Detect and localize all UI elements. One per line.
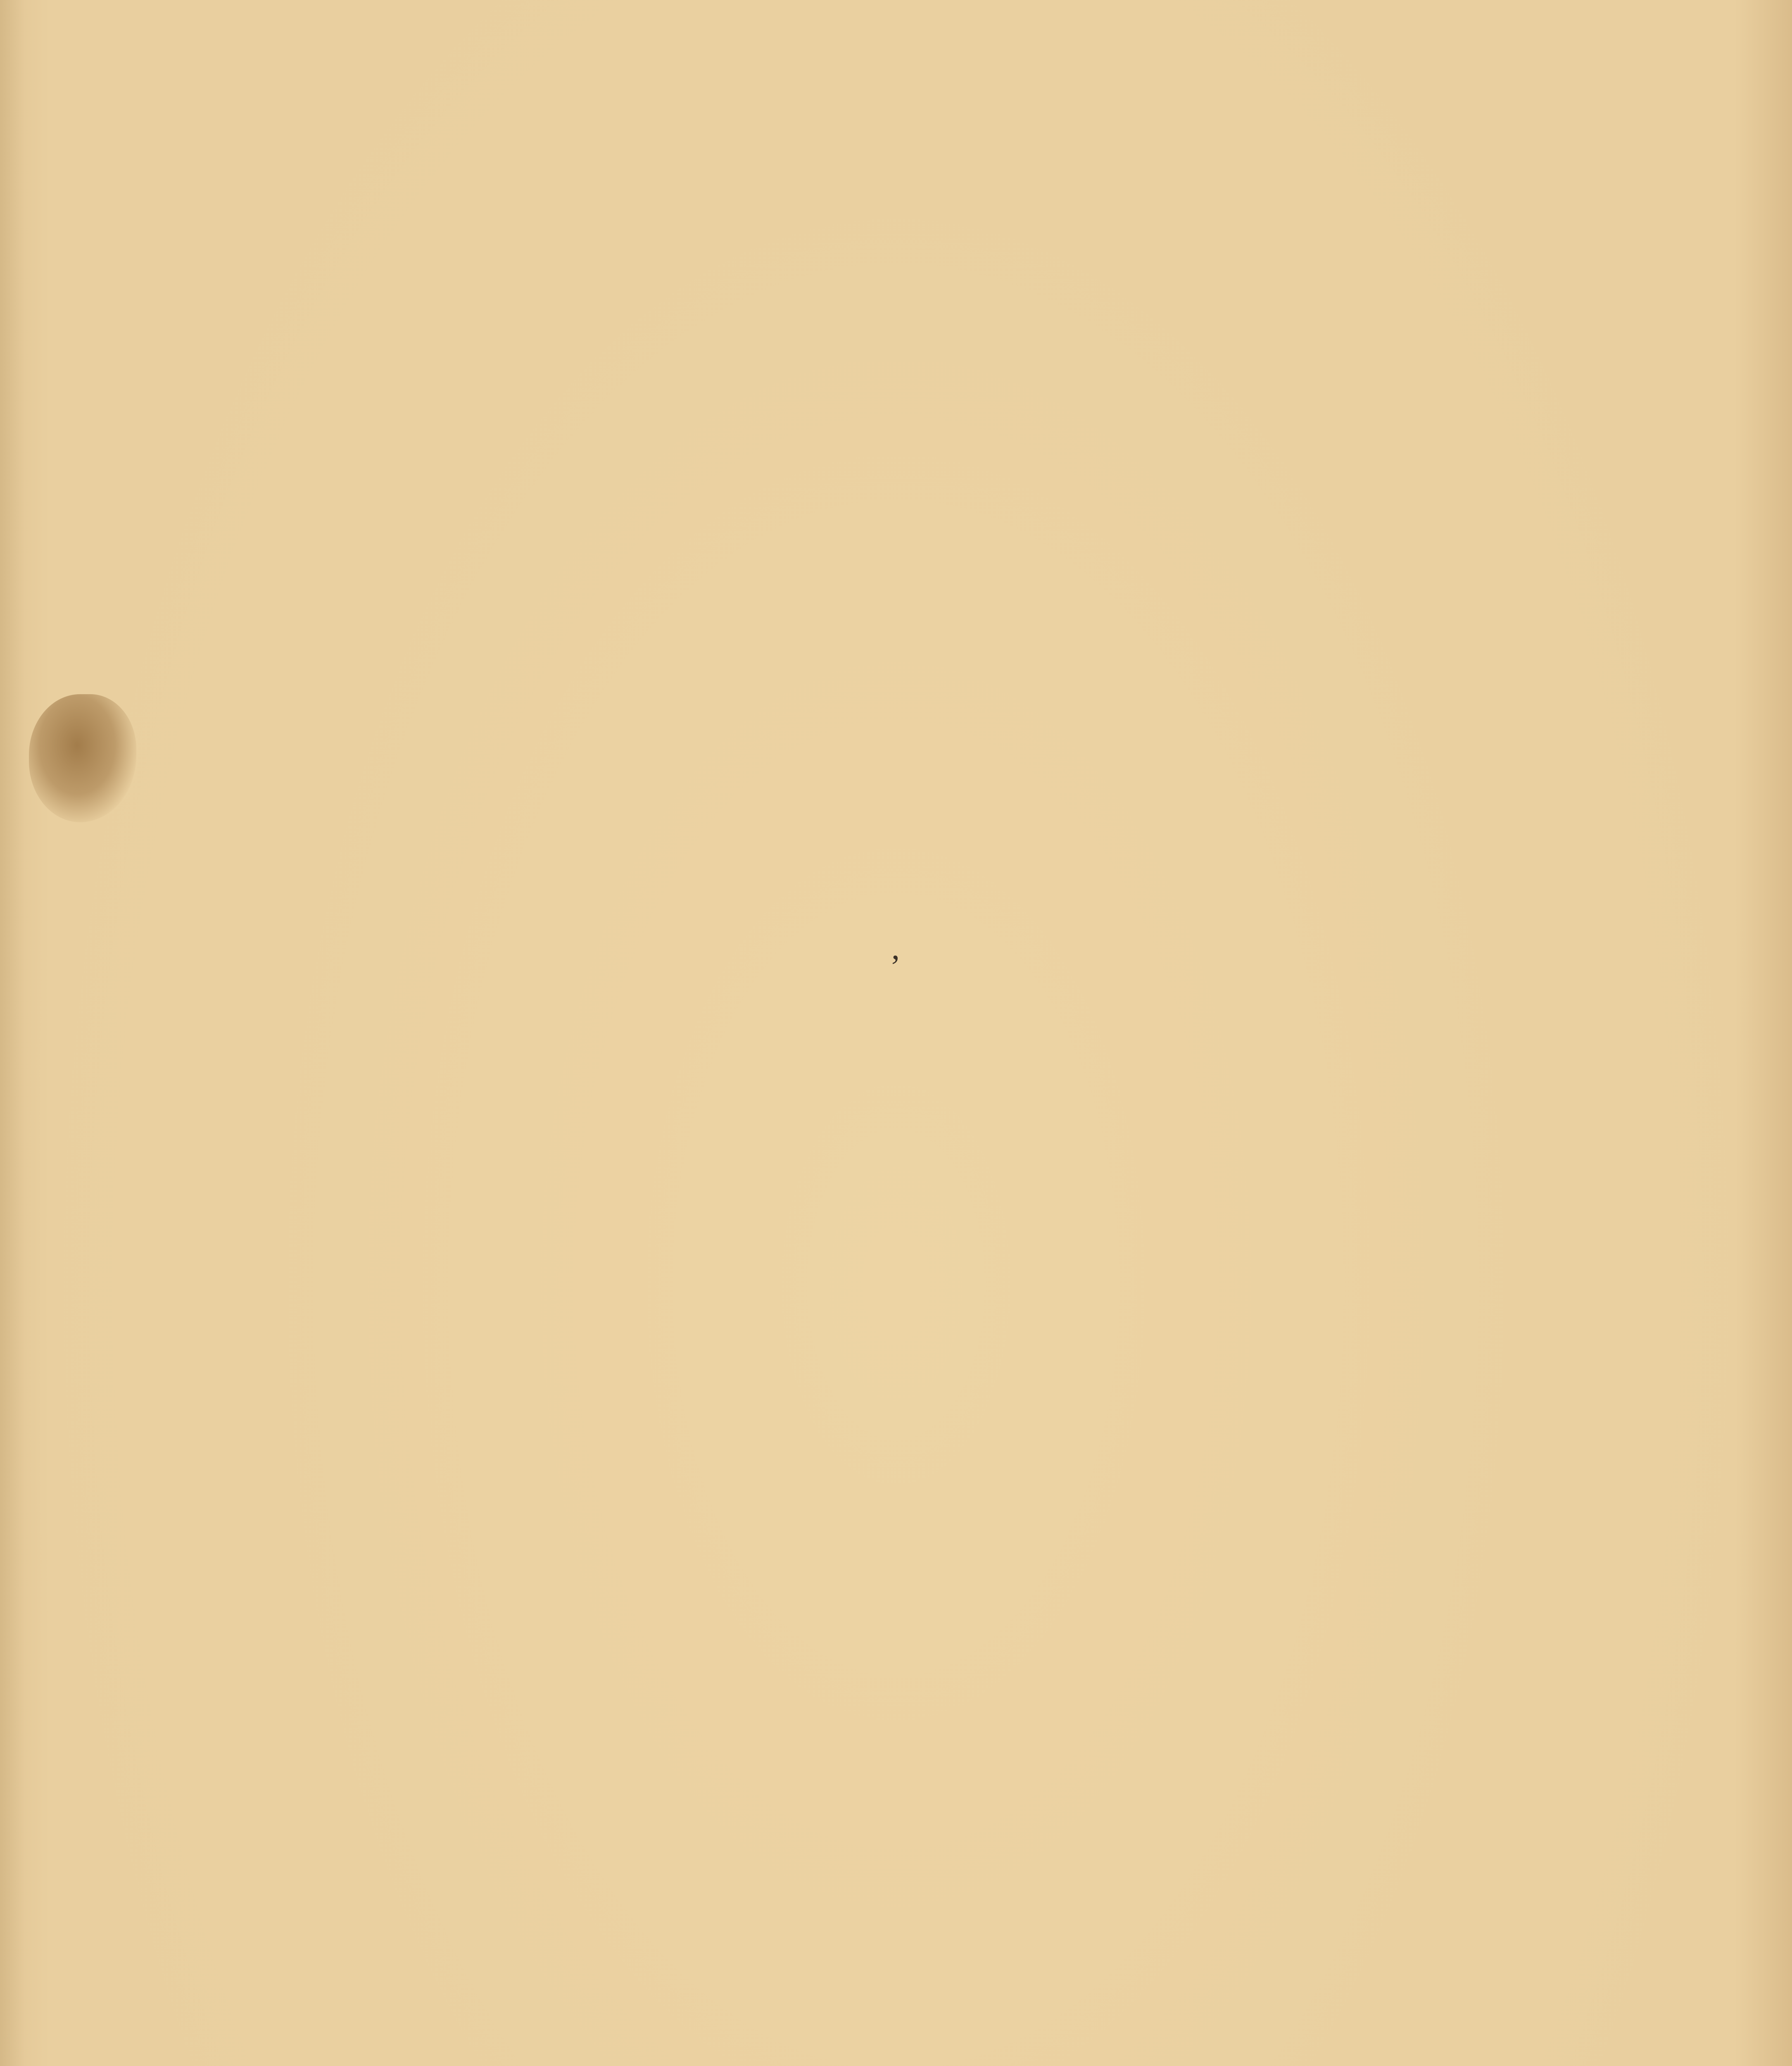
dateline: , [891,930,900,966]
wavy-divider [618,826,1208,831]
ink-stain [29,694,136,822]
page-edge-shadow [0,0,25,2066]
